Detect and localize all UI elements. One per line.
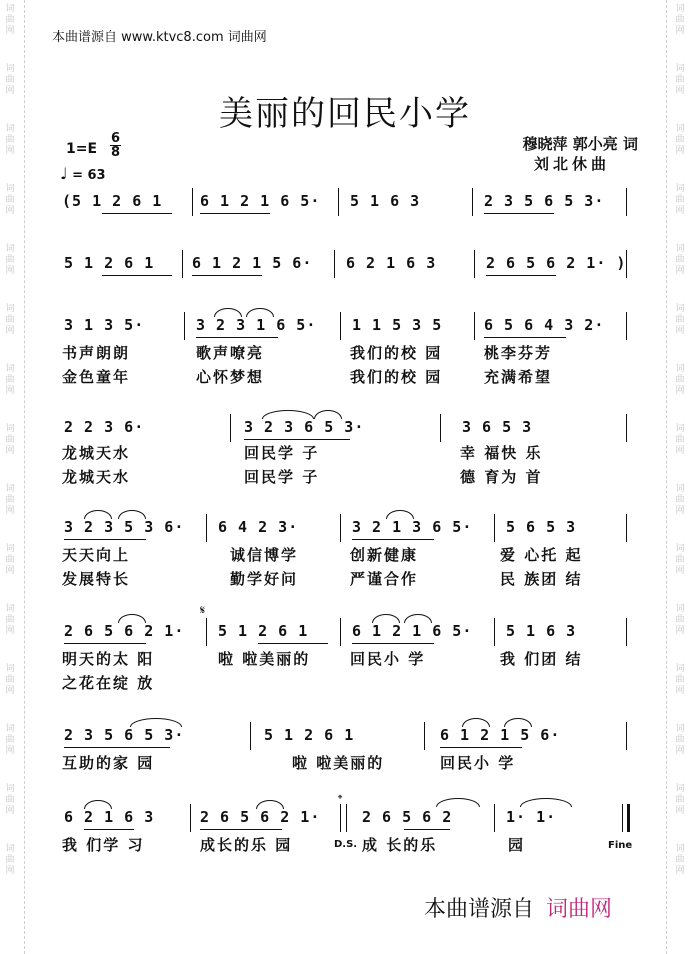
- slur: [256, 800, 284, 809]
- measure: 6 2 1 6 3: [346, 254, 437, 272]
- side-watermark-char: 词: [675, 604, 685, 614]
- barline: [494, 618, 495, 646]
- side-watermark-char: 曲: [5, 135, 15, 145]
- side-watermark-char: 词: [5, 604, 15, 614]
- score-line-7: [0, 726, 690, 752]
- side-watermark-char: 网: [675, 686, 685, 696]
- coda-icon: 𝄌: [338, 792, 343, 806]
- side-watermark-char: 网: [5, 566, 15, 576]
- lyric: 歌声嘹亮: [196, 344, 265, 362]
- side-watermark-char: 曲: [5, 495, 15, 505]
- slur: [246, 308, 274, 317]
- side-watermark-char: 网: [5, 146, 15, 156]
- side-watermark-char: 网: [675, 626, 685, 636]
- measure: 6 2 1 6 3: [64, 808, 155, 826]
- side-watermark-char: 曲: [5, 435, 15, 445]
- side-watermark-char: 曲: [675, 255, 685, 265]
- side-watermark-char: 曲: [5, 735, 15, 745]
- side-watermark-char: 词: [675, 304, 685, 314]
- key-signature: 1=E: [66, 141, 98, 157]
- side-watermark-char: 网: [5, 386, 15, 396]
- lyric: 天天向上: [62, 546, 131, 564]
- measure: 6 1 2 1 5 6·: [440, 726, 561, 744]
- slur: [372, 614, 400, 623]
- barline: [192, 188, 193, 216]
- side-watermark-char: 曲: [5, 195, 15, 205]
- lyric: 互助的家 园: [62, 754, 155, 772]
- measure: 3 2 1 3 6 5·: [352, 518, 473, 536]
- lyric: 我 们学 习: [62, 836, 145, 854]
- side-watermark-char: 网: [675, 266, 685, 276]
- side-watermark-char: 曲: [5, 615, 15, 625]
- slur: [504, 718, 532, 727]
- side-watermark-char: 曲: [675, 375, 685, 385]
- side-watermark-char: 词: [5, 784, 15, 794]
- quarter-note-icon: ♩: [60, 164, 68, 183]
- side-watermark-char: 网: [5, 266, 15, 276]
- slur: [386, 510, 414, 519]
- lyric: 民 族团 结: [500, 570, 583, 588]
- barline: [474, 250, 475, 278]
- source-footer: [424, 892, 612, 923]
- slur: [84, 510, 112, 519]
- side-watermark-char: 曲: [5, 15, 15, 25]
- lyric: 明天的太 阳: [62, 650, 155, 668]
- side-watermark-char: 网: [5, 26, 15, 36]
- barline: [440, 414, 441, 442]
- lyric: 幸 福快 乐: [460, 444, 543, 462]
- side-watermark-char: 词: [5, 364, 15, 374]
- barline: [340, 514, 341, 542]
- lyric-line-3b: [0, 366, 690, 386]
- lyric-line-7a: [0, 752, 690, 772]
- lyric: 龙城天水: [62, 444, 131, 462]
- beam-line: [196, 337, 278, 338]
- barline: [190, 804, 191, 832]
- lyric: 成 长的乐: [362, 836, 438, 854]
- side-watermark-char: 网: [675, 506, 685, 516]
- beam-line: [102, 213, 172, 214]
- side-watermark-char: 网: [675, 746, 685, 756]
- side-watermark-char: 曲: [5, 555, 15, 565]
- measure: 2 6 5 6 2 1·: [200, 808, 321, 826]
- side-watermark-char: 曲: [675, 855, 685, 865]
- score-line-8: [0, 808, 690, 834]
- side-watermark-char: 词: [5, 124, 15, 134]
- side-watermark-char: 网: [5, 626, 15, 636]
- barline: [494, 514, 495, 542]
- side-watermark-group: [672, 4, 688, 64]
- slur: [262, 410, 314, 419]
- beam-line: [258, 643, 328, 644]
- tempo-value: = 63: [72, 168, 106, 183]
- side-watermark-char: 曲: [675, 195, 685, 205]
- measure: 5 1 2 6 1: [64, 254, 155, 272]
- lyric: 我 们团 结: [500, 650, 583, 668]
- score-line-1: [0, 192, 690, 218]
- lyric: 回民小 学: [440, 754, 516, 772]
- barline: [182, 250, 183, 278]
- side-watermark-char: 网: [5, 206, 15, 216]
- barline: [626, 414, 627, 442]
- tie: [436, 798, 480, 807]
- beam-line: [64, 643, 146, 644]
- slur: [314, 410, 342, 419]
- barline: [338, 188, 339, 216]
- side-watermark-char: 词: [5, 244, 15, 254]
- lyric: 我们的校 园: [350, 344, 443, 362]
- lyric: 爱 心托 起: [500, 546, 583, 564]
- lyric: 龙城天水: [62, 468, 131, 486]
- score-line-4: [0, 418, 690, 444]
- lyric-line-4b: [0, 466, 690, 486]
- lyric: 啦 啦美丽的: [218, 650, 311, 668]
- side-watermark-char: 网: [675, 26, 685, 36]
- source-header: 本曲谱源自 www.ktvc8.com 词曲网: [52, 30, 267, 45]
- barline: [626, 514, 627, 542]
- measure: 2 6 5 6 2 1·: [64, 622, 185, 640]
- final-barline: [627, 804, 630, 832]
- side-watermark-char: 曲: [675, 15, 685, 25]
- lyric: 回民学 子: [244, 468, 320, 486]
- measure: 2 2 3 6·: [64, 418, 145, 436]
- side-watermark-char: 词: [675, 64, 685, 74]
- score-line-2: [0, 254, 690, 280]
- side-watermark-char: 网: [675, 206, 685, 216]
- side-watermark-char: 词: [675, 784, 685, 794]
- lyric: 严谨合作: [350, 570, 419, 588]
- footer-site-link[interactable]: 词曲网: [546, 897, 613, 922]
- beam-line: [64, 539, 146, 540]
- score-line-3: [0, 316, 690, 342]
- beam-line: [102, 275, 172, 276]
- meter-bottom: 8: [111, 145, 121, 160]
- measure: 3 2 3 6 5 3·: [244, 418, 365, 436]
- measure: 6 1 2 1 5 6·: [192, 254, 313, 272]
- beam-line: [64, 747, 170, 748]
- tempo-marking: [60, 164, 106, 183]
- side-watermark-char: 网: [5, 746, 15, 756]
- side-watermark-char: 网: [675, 86, 685, 96]
- lyric: 金色童年: [62, 368, 131, 386]
- side-watermark-char: 网: [675, 326, 685, 336]
- measure: 3 2 3 1 6 5·: [196, 316, 317, 334]
- barline: [206, 514, 207, 542]
- barline: [340, 618, 341, 646]
- lyric: 回民学 子: [244, 444, 320, 462]
- side-watermark-char: 词: [5, 304, 15, 314]
- lyricist-credit: 穆晓萍 郭小亮 词: [522, 135, 638, 153]
- measure: 1· 1·: [506, 808, 557, 826]
- side-watermark-char: 词: [5, 64, 15, 74]
- side-watermark-char: 曲: [5, 75, 15, 85]
- lyric: 书声朗朗: [62, 344, 131, 362]
- side-watermark-char: 曲: [675, 435, 685, 445]
- side-watermark-char: 曲: [675, 315, 685, 325]
- lyric: 回民小 学: [350, 650, 426, 668]
- barline: [250, 722, 251, 750]
- beam-line: [484, 213, 554, 214]
- lyric: 心怀梦想: [196, 368, 265, 386]
- lyric: 创新健康: [350, 546, 419, 564]
- fine-mark: Fine: [608, 840, 633, 851]
- side-watermark-char: 曲: [5, 255, 15, 265]
- side-watermark-char: 网: [5, 86, 15, 96]
- barline: [626, 312, 627, 340]
- beam-line: [244, 439, 350, 440]
- slur: [462, 718, 490, 727]
- beam-line: [200, 829, 282, 830]
- measure: 5 1 6 3: [506, 622, 577, 640]
- slur: [118, 510, 146, 519]
- lyric: 啦 啦美丽的: [292, 754, 385, 772]
- lyric: 诚信博学: [230, 546, 299, 564]
- side-watermark-char: 词: [675, 244, 685, 254]
- side-watermark-char: 曲: [5, 855, 15, 865]
- slur: [404, 614, 432, 623]
- measure: 2 3 5 6 5 3·: [64, 726, 185, 744]
- side-watermark-char: 词: [675, 724, 685, 734]
- side-watermark-char: 曲: [5, 375, 15, 385]
- lyric-line-6a: [0, 648, 690, 668]
- side-watermark-char: 词: [5, 844, 15, 854]
- lyric-line-6b: [0, 672, 690, 692]
- barline: [424, 722, 425, 750]
- side-watermark-char: 曲: [675, 75, 685, 85]
- slur: [214, 308, 242, 317]
- beam-line: [200, 213, 270, 214]
- slur: [118, 614, 146, 623]
- side-watermark-char: 曲: [5, 675, 15, 685]
- side-watermark-char: 曲: [675, 615, 685, 625]
- measure: 2 6 5 6 2: [362, 808, 453, 826]
- barline: [340, 312, 341, 340]
- beam-line: [486, 275, 556, 276]
- side-watermark-char: 网: [5, 446, 15, 456]
- measure: 5 6 5 3: [506, 518, 577, 536]
- barline: [340, 804, 341, 832]
- score-line-6: [0, 622, 690, 648]
- lyric: 园: [508, 836, 526, 854]
- measure: 5 1 6 3: [350, 192, 421, 210]
- measure: 2 3 5 6 5 3·: [484, 192, 605, 210]
- side-watermark-char: 曲: [675, 135, 685, 145]
- side-watermark-char: 网: [5, 326, 15, 336]
- side-watermark-char: 网: [675, 386, 685, 396]
- barline: [474, 312, 475, 340]
- side-watermark-char: 网: [675, 566, 685, 576]
- side-watermark-char: 词: [675, 844, 685, 854]
- measure: 6 5 6 4 3 2·: [484, 316, 605, 334]
- measure: 6 4 2 3·: [218, 518, 299, 536]
- lyric-line-5a: [0, 544, 690, 564]
- measure: 2 6 5 6 2 1· ): [486, 254, 627, 272]
- lyric: 我们的校 园: [350, 368, 443, 386]
- side-watermark-char: 词: [675, 364, 685, 374]
- slur: [84, 800, 112, 809]
- barline: [346, 804, 347, 832]
- barline: [626, 618, 627, 646]
- measure: 5 1 2 6 1: [264, 726, 355, 744]
- side-watermark-char: 词: [5, 544, 15, 554]
- barline: [622, 804, 623, 832]
- measure: 5 1 2 6 1: [218, 622, 309, 640]
- side-watermark-char: 词: [5, 724, 15, 734]
- beam-line: [84, 829, 134, 830]
- barline: [626, 188, 627, 216]
- lyric: 充满希望: [484, 368, 553, 386]
- measure: 1 1 5 3 5: [352, 316, 443, 334]
- lyric: 发展特长: [62, 570, 131, 588]
- lyric: 之花在绽 放: [62, 674, 155, 692]
- barline: [626, 722, 627, 750]
- measure: 6 1 2 1 6 5·: [200, 192, 321, 210]
- barline: [472, 188, 473, 216]
- ds-mark: D.S.: [334, 839, 358, 850]
- side-watermark-char: 曲: [5, 315, 15, 325]
- side-watermark-char: 词: [5, 484, 15, 494]
- side-watermark-char: 网: [675, 146, 685, 156]
- side-watermark-char: 网: [675, 446, 685, 456]
- beam-line: [484, 337, 566, 338]
- beam-line: [352, 643, 434, 644]
- side-watermark-group: [2, 4, 18, 64]
- measure: 3 6 5 3: [462, 418, 533, 436]
- lyric: 德 育为 首: [460, 468, 543, 486]
- barline: [206, 618, 207, 646]
- side-watermark-char: 词: [5, 664, 15, 674]
- barline: [626, 250, 627, 278]
- measure: 3 2 3 5 3 6·: [64, 518, 185, 536]
- side-watermark-char: 词: [675, 4, 685, 14]
- side-watermark-char: 网: [5, 806, 15, 816]
- barline: [494, 804, 495, 832]
- footer-source-text: 本曲谱源自: [424, 897, 535, 922]
- tie: [520, 798, 572, 807]
- time-signature: [110, 132, 121, 159]
- side-watermark-char: 网: [675, 806, 685, 816]
- side-watermark-char: 曲: [675, 735, 685, 745]
- barline: [334, 250, 335, 278]
- side-watermark-char: 曲: [675, 555, 685, 565]
- side-watermark-char: 曲: [675, 495, 685, 505]
- side-watermark-char: 网: [675, 866, 685, 876]
- beam-line: [192, 275, 262, 276]
- side-watermark-char: 词: [5, 4, 15, 14]
- side-watermark-char: 词: [675, 484, 685, 494]
- lyric: 桃李芬芳: [484, 344, 553, 362]
- segno-icon: 𝄋: [200, 603, 206, 617]
- measure: 3 1 3 5·: [64, 316, 145, 334]
- score-line-5: [0, 518, 690, 544]
- lyric-line-5b: [0, 568, 690, 588]
- meter-top: 6: [111, 131, 121, 146]
- barline: [230, 414, 231, 442]
- side-watermark-char: 词: [675, 664, 685, 674]
- side-watermark-char: 词: [675, 124, 685, 134]
- side-watermark-char: 网: [5, 866, 15, 876]
- measure: 6 1 2 1 6 5·: [352, 622, 473, 640]
- lyric-line-8a: [0, 834, 690, 854]
- side-watermark-char: 词: [675, 544, 685, 554]
- side-watermark-char: 网: [5, 506, 15, 516]
- side-watermark-char: 曲: [5, 795, 15, 805]
- beam-line: [440, 747, 522, 748]
- side-watermark-char: 网: [5, 686, 15, 696]
- barline: [184, 312, 185, 340]
- lyric-line-4a: [0, 442, 690, 462]
- side-watermark-char: 词: [675, 184, 685, 194]
- side-watermark-char: 词: [5, 424, 15, 434]
- lyric-line-3a: [0, 342, 690, 362]
- beam-line: [404, 829, 450, 830]
- side-watermark-char: 词: [675, 424, 685, 434]
- lyric: 勤学好问: [230, 570, 299, 588]
- beam-line: [352, 539, 434, 540]
- measure: (5 1 2 6 1: [62, 192, 163, 210]
- side-watermark-char: 曲: [675, 795, 685, 805]
- slur: [130, 718, 182, 727]
- song-title: 美丽的回民小学: [219, 94, 471, 134]
- side-watermark-char: 词: [5, 184, 15, 194]
- composer-credit: 刘北休曲: [533, 155, 610, 173]
- lyric: 成长的乐 园: [200, 836, 293, 854]
- side-watermark-char: 曲: [675, 675, 685, 685]
